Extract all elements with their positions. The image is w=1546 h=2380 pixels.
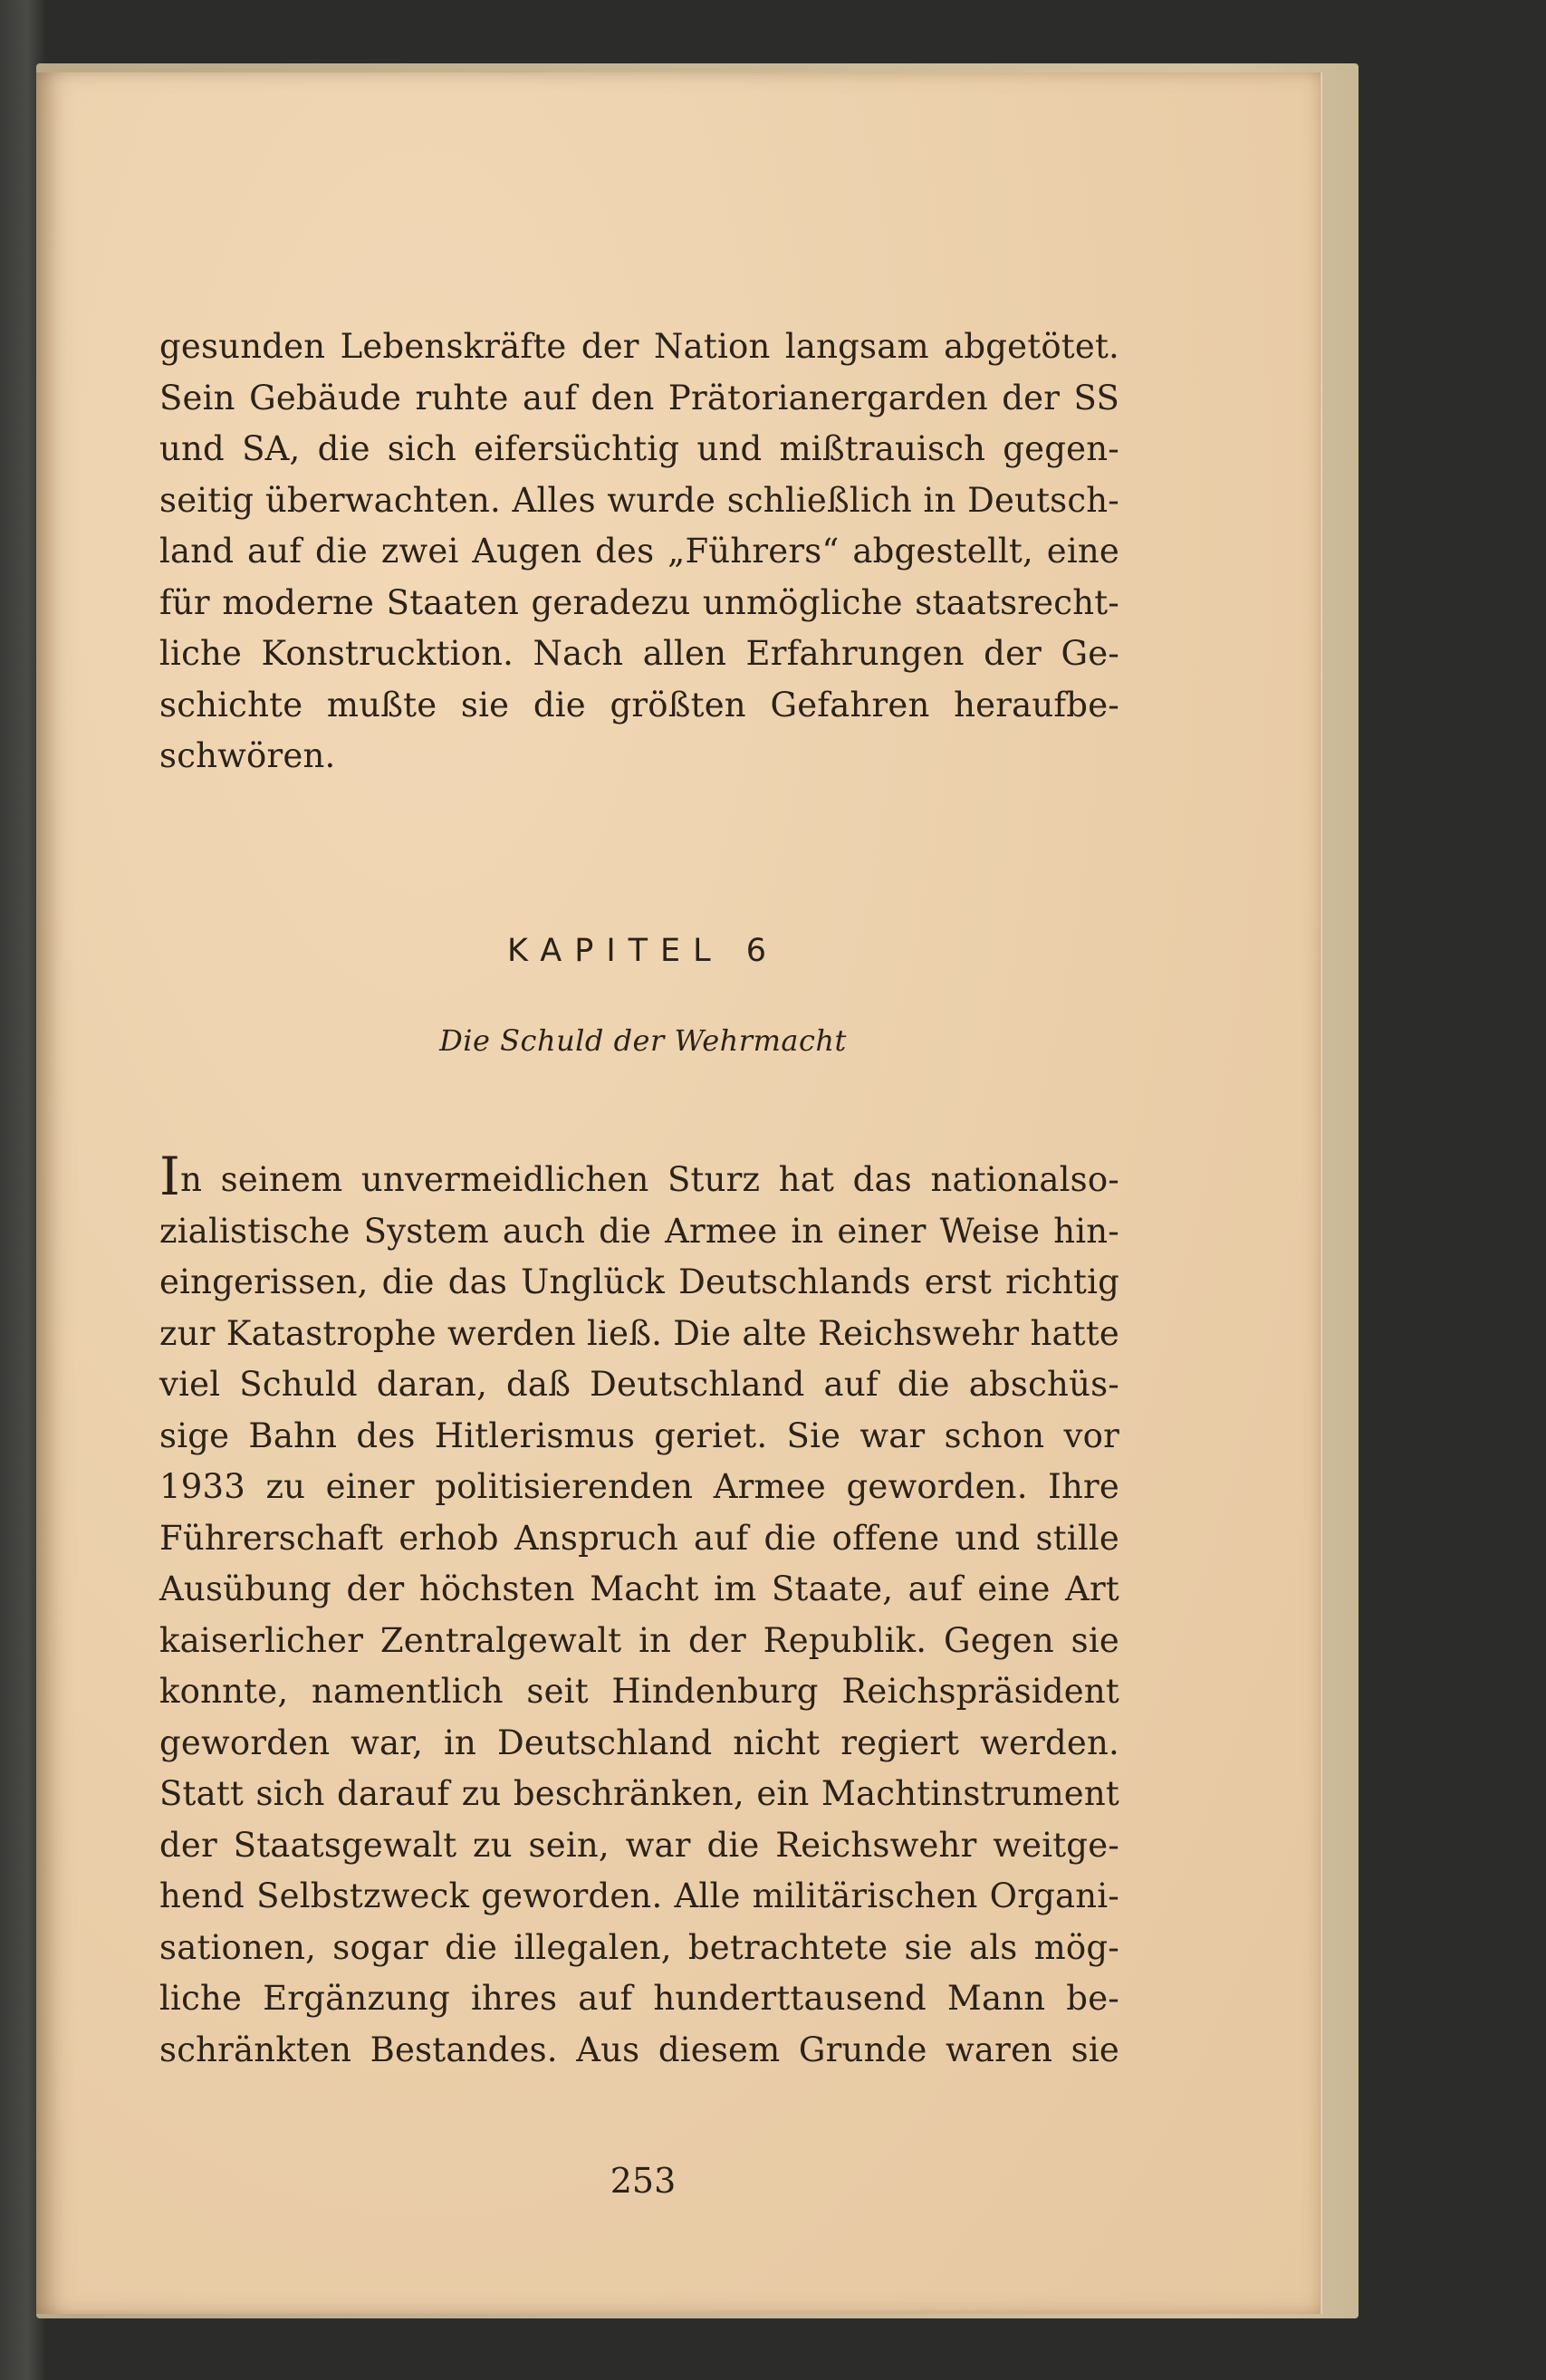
text-line: liche Ergänzung ihres auf hunderttausend Mann be- xyxy=(159,1979,1119,2018)
chapter-heading: KAPITEL 6 xyxy=(506,933,780,969)
text-line: konnte, namentlich seit Hindenburg Reichspräsident xyxy=(159,1672,1119,1711)
text-line: Sein Gebäude ruhte auf den Prätorianergarden der SS xyxy=(159,378,1119,417)
text-line: Führerschaft erhob Anspruch auf die offene und stille xyxy=(159,1518,1119,1558)
text-line: viel Schuld daran, daß Deutschland auf die abschüs- xyxy=(159,1365,1119,1404)
text-line: schwören. xyxy=(159,736,336,775)
text-line: zur Katastrophe werden ließ. Die alte Reichswehr hatte xyxy=(159,1313,1119,1353)
text-line: schränkten Bestandes. Aus diesem Grunde waren sie xyxy=(159,2030,1119,2069)
chapter-paragraph xyxy=(159,1146,1119,2076)
text-line: eingerissen, die das Unglück Deutschlands erst richtig xyxy=(159,1262,1119,1301)
initial-letter: I xyxy=(159,1146,181,1207)
text-line: hend Selbstzweck geworden. Alle militärischen Organi- xyxy=(159,1876,1119,1915)
text-line: der Staatsgewalt zu sein, war die Reichswehr weitge- xyxy=(159,1825,1119,1865)
text-line: sige Bahn des Hitlerismus geriet. Sie war schon vor xyxy=(159,1416,1119,1455)
paragraph-continued xyxy=(159,321,1119,782)
text-line: für moderne Staaten geradezu unmögliche staatsrecht- xyxy=(159,582,1119,622)
text-line: Ausübung der höchsten Macht im Staate, auf eine Art xyxy=(159,1569,1119,1608)
text-line: kaiserlicher Zentralgewalt in der Republik. Gegen sie xyxy=(159,1620,1119,1660)
text-line: geworden war, in Deutschland nicht regiert werden. xyxy=(159,1723,1119,1762)
book-page xyxy=(36,72,1320,2314)
text-line: land auf die zwei Augen des „Führers“ abgestellt, eine xyxy=(159,532,1119,571)
page-number: 253 xyxy=(610,2161,677,2201)
text-line: seitig überwachten. Alles wurde schließlich in Deutsch- xyxy=(159,480,1119,520)
text-line: liche Konstrucktion. Nach allen Erfahrungen der Ge- xyxy=(159,634,1119,673)
text-line: zialistische System auch die Armee in einer Weise hin- xyxy=(159,1211,1119,1251)
chapter-title: Die Schuld der Wehrmacht xyxy=(439,1023,847,1058)
text-line: schichte mußte sie die größten Gefahren heraufbe- xyxy=(159,685,1119,725)
first-line-text: n seinem unvermeidlichen Sturz hat das nationalso- xyxy=(180,1160,1119,1199)
text-line-first xyxy=(159,1146,1119,1207)
text-line: und SA, die sich eifersüchtig und mißtrauisch gegen- xyxy=(159,429,1119,468)
text-line: 1933 zu einer politisierenden Armee geworden. Ihre xyxy=(159,1467,1119,1506)
text-line: Statt sich darauf zu beschränken, ein Machtinstrument xyxy=(159,1774,1119,1813)
text-line: sationen, sogar die illegalen, betrachtete sie als mög- xyxy=(159,1927,1119,1967)
text-line: gesunden Lebenskräfte der Nation langsam abgetötet. xyxy=(159,327,1119,366)
